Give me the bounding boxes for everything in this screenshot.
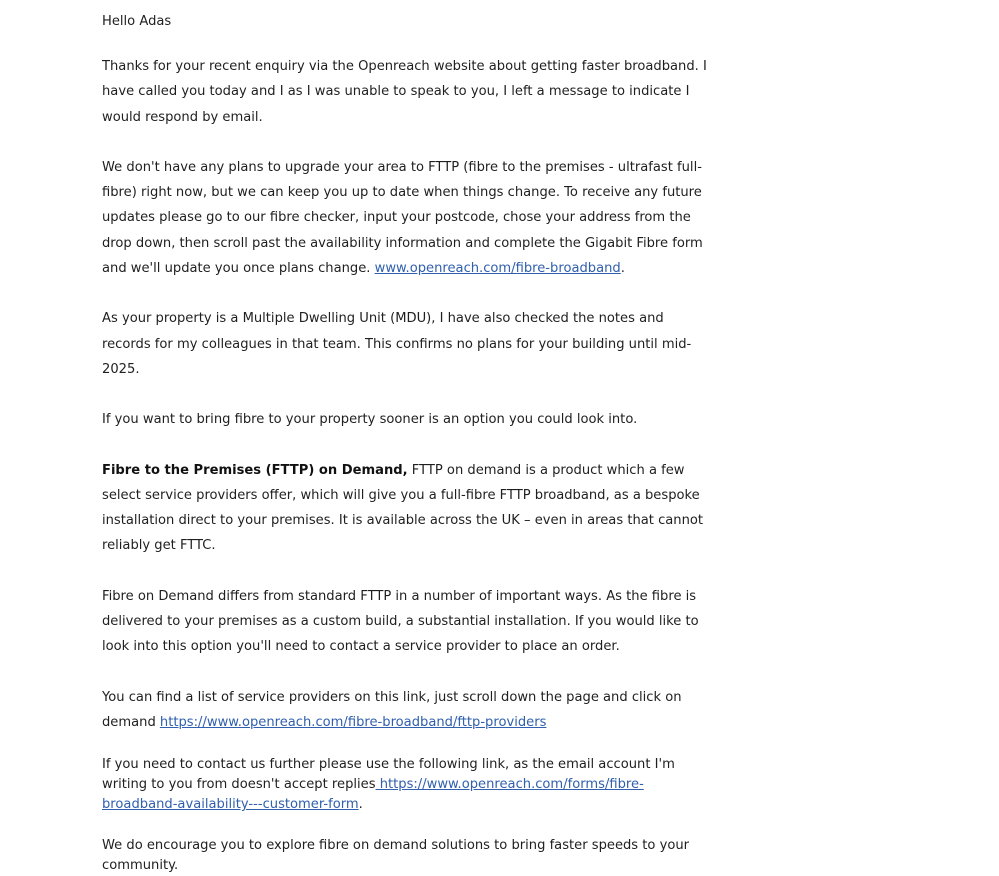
paragraph-sooner: If you want to bring fibre to your property sooner is an option you could look into. [102, 412, 638, 428]
contact-text: If you need to contact us further please use the following link, as the email account I'm writing to you from doesn't accept replies [102, 757, 675, 793]
fttp-text: FTTP on demand is a product which a few select service providers offer, which will give you a full-fibre FTTP broadband, as a bespoke installation direct to your premises. It is available across the UK – even in areas that cannot reliably get FTTC. [102, 462, 704, 554]
paragraph-plans [102, 155, 716, 281]
paragraph-contact [102, 755, 716, 815]
email-body [102, 12, 716, 876]
plans-end: . [620, 261, 625, 277]
plans-text: We don't have any plans to upgrade your area to FTTP (fibre to the premises - ultrafast full-fibre) right now, but we can keep you up to date when things change. To receive any future updates please go to our fibre checker, input your postcode, chose your address from the drop down, then scroll past the availability information and complete the Gigabit Fibre form and we'll update you once plans change. [102, 159, 703, 277]
customer-form-link[interactable]: https://www.openreach.com/forms/fibre-broadband-availability---customer-form [102, 777, 644, 813]
providers-text: You can find a list of service providers on this link, just scroll down the page and click on demand [102, 689, 682, 730]
paragraph-mdu: As your property is a Multiple Dwelling Unit (MDU), I have also checked the notes and records for my colleagues in that team. This confirms no plans for your building until mid-2025. [102, 311, 692, 377]
paragraph-providers [102, 685, 716, 736]
fibre-broadband-link[interactable]: www.openreach.com/fibre-broadband [374, 261, 621, 277]
paragraph-thanks: Thanks for your recent enquiry via the Openreach website about getting faster broadband. I have called you today and I as I was unable to speak to you, I left a message to indicate I would respond by email. [102, 59, 707, 125]
paragraph-differs: Fibre on Demand differs from standard FTTP in a number of important ways. As the fibre is delivered to your premises as a custom build, a substantial installation. If you would like to look into this option you'll need to contact a service provider to place an order. [102, 588, 699, 655]
fttp-providers-link[interactable]: https://www.openreach.com/fibre-broadband/fttp-providers [159, 714, 547, 730]
fttp-heading: Fibre to the Premises (FTTP) on Demand, [102, 462, 408, 478]
paragraph-fttp-on-demand [102, 458, 716, 559]
paragraph-encourage: We do encourage you to explore fibre on demand solutions to bring faster speeds to your community. [102, 838, 690, 874]
contact-end: . [358, 797, 363, 813]
greeting: Hello Adas [102, 14, 172, 29]
